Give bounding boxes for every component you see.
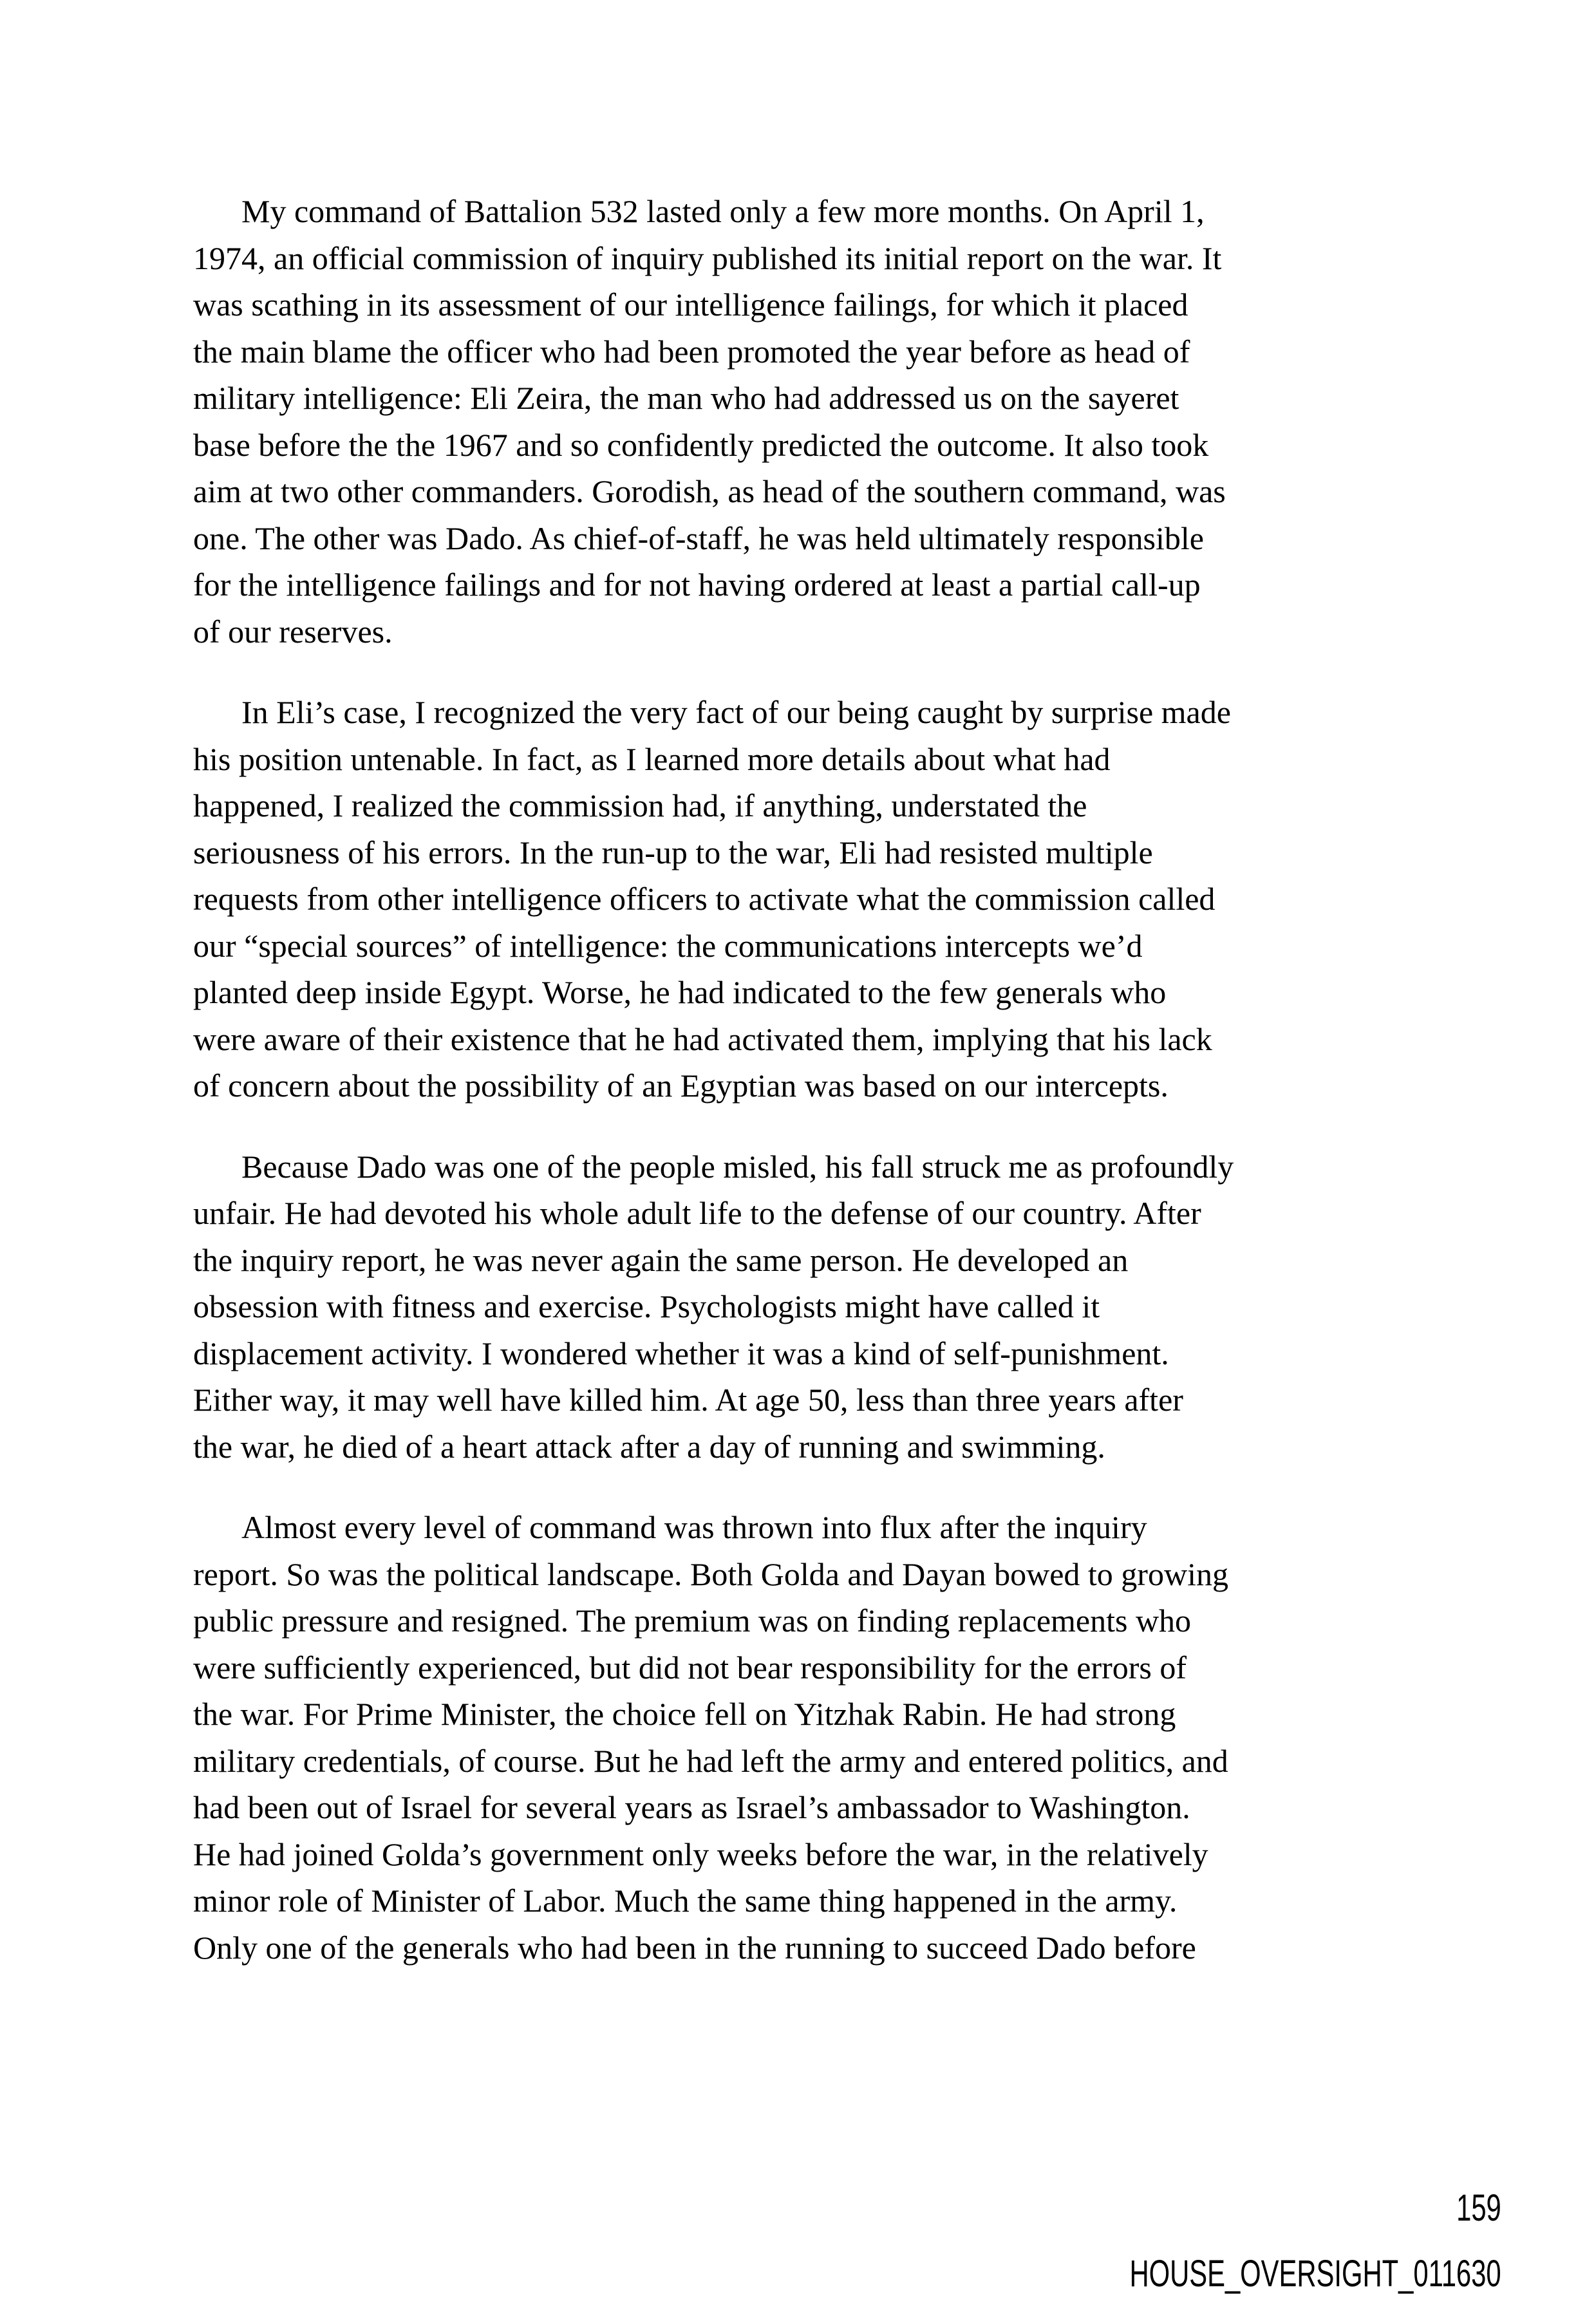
text-line: the inquiry report, he was never again the same person. He developed an	[193, 1241, 1129, 1278]
paragraph	[193, 188, 1429, 655]
text-line: planted deep inside Egypt. Worse, he had indicated to the few generals who	[193, 974, 1167, 1010]
text-line: for the intelligence failings and for not having ordered at least a partial call-up	[193, 567, 1201, 603]
text-line: had been out of Israel for several years as Israel’s ambassador to Washington.	[193, 1789, 1190, 1825]
text-line: was scathing in its assessment of our intelligence failings, for which it placed	[193, 287, 1188, 323]
paragraph	[193, 1504, 1429, 1971]
text-line: the war. For Prime Minister, the choice fell on Yitzhak Rabin. He had strong	[193, 1696, 1176, 1732]
text-line: happened, I realized the commission had, if anything, understated the	[193, 787, 1087, 823]
text-line: My command of Battalion 532 lasted only a few more months. On April 1,	[241, 193, 1205, 229]
text-line: Only one of the generals who had been in the running to succeed Dado before	[193, 1929, 1196, 1966]
text-line: aim at two other commanders. Gorodish, as head of the southern command, was	[193, 473, 1226, 509]
text-line: military intelligence: Eli Zeira, the man who had addressed us on the sayeret	[193, 380, 1179, 416]
bates-stamp: HOUSE_OVERSIGHT_011630	[1129, 2253, 1501, 2295]
text-line: requests from other intelligence officers to activate what the commission called	[193, 881, 1216, 917]
text-line: our “special sources” of intelligence: the communications intercepts we’d	[193, 927, 1143, 964]
text-line: displacement activity. I wondered whether it was a kind of self-punishment.	[193, 1335, 1169, 1371]
paragraph	[193, 1143, 1429, 1471]
text-line: were sufficiently experienced, but did not bear responsibility for the errors of	[193, 1649, 1187, 1686]
text-line: of our reserves.	[193, 613, 393, 650]
text-line: report. So was the political landscape. Both Golda and Dayan bowed to growing	[193, 1556, 1228, 1592]
page-number: 159	[1456, 2187, 1501, 2229]
text-line: his position untenable. In fact, as I learned more details about what had	[193, 740, 1111, 777]
text-line: Because Dado was one of the people misled, his fall struck me as profoundly	[241, 1148, 1234, 1185]
text-line: one. The other was Dado. As chief-of-staff, he was held ultimately responsible	[193, 520, 1204, 556]
text-line: He had joined Golda’s government only weeks before the war, in the relatively	[193, 1836, 1208, 1872]
body-text	[193, 188, 1429, 1971]
text-line: minor role of Minister of Labor. Much the same thing happened in the army.	[193, 1883, 1178, 1919]
text-line: of concern about the possibility of an Egyptian was based on our intercepts.	[193, 1067, 1169, 1104]
text-line: public pressure and resigned. The premium was on finding replacements who	[193, 1603, 1192, 1639]
text-line: Almost every level of command was thrown into flux after the inquiry	[241, 1509, 1147, 1545]
text-line: obsession with fitness and exercise. Psychologists might have called it	[193, 1288, 1100, 1324]
text-line: 1974, an official commission of inquiry published its initial report on the war. It	[193, 240, 1222, 276]
text-line: unfair. He had devoted his whole adult life to the defense of our country. After	[193, 1195, 1201, 1231]
text-line: the main blame the officer who had been promoted the year before as head of	[193, 333, 1190, 370]
text-line: military credentials, of course. But he had left the army and entered politics, and	[193, 1742, 1228, 1779]
text-line: the war, he died of a heart attack after a day of running and swimming.	[193, 1428, 1105, 1465]
text-line: In Eli’s case, I recognized the very fact of our being caught by surprise made	[241, 694, 1231, 730]
text-line: base before the the 1967 and so confidently predicted the outcome. It also took	[193, 426, 1209, 463]
text-line: were aware of their existence that he had activated them, implying that his lack	[193, 1020, 1212, 1057]
text-line: seriousness of his errors. In the run-up to the war, Eli had resisted multiple	[193, 834, 1153, 870]
text-line: Either way, it may well have killed him. At age 50, less than three years after	[193, 1382, 1183, 1418]
paragraph	[193, 689, 1429, 1109]
